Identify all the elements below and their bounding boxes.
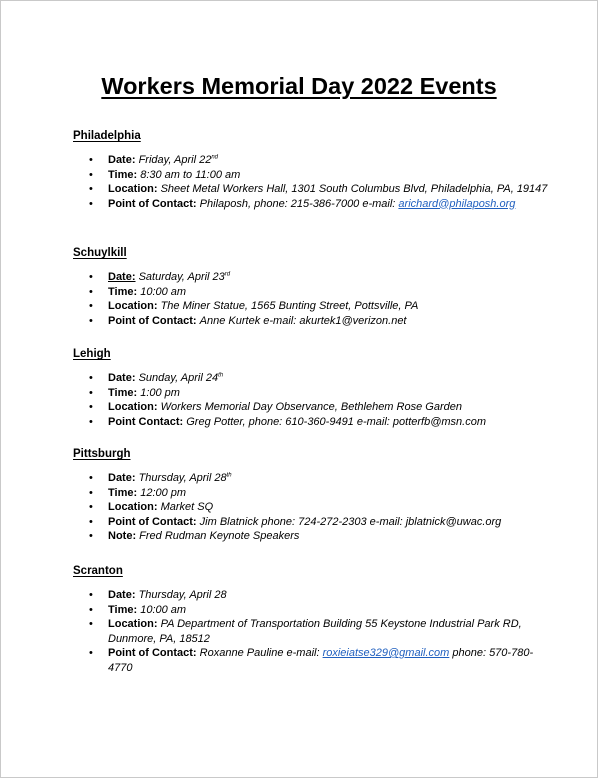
event-details-list [73, 270, 553, 328]
time-value: 12:00 pm [140, 486, 187, 499]
bullet-icon: • [89, 515, 93, 528]
time-label: Time: [108, 168, 138, 181]
event-details-list [73, 153, 553, 211]
date-value: Saturday, April 23 [138, 271, 225, 283]
location-value: Market SQ [160, 501, 214, 513]
bullet-icon: • [89, 603, 93, 616]
contact-value: Jim Blatnick phone: 724-272-2303 e-mail: jblatnick@uwac.org [199, 515, 502, 528]
time-value: 10:00 am [140, 603, 187, 616]
contact-item [73, 515, 553, 530]
date-label: Date: [108, 154, 136, 166]
contact-item [73, 646, 553, 675]
time-value: 1:00 pm [140, 386, 180, 399]
date-item [73, 471, 553, 486]
date-label: Date: [108, 589, 136, 601]
contact-value: Anne Kurtek e-mail: akurtek1@verizon.net [199, 314, 407, 327]
email-link[interactable]: roxieiatse329@gmail.com [322, 647, 450, 659]
contact-item [73, 314, 553, 329]
location-label: Location: [108, 401, 158, 413]
bullet-icon: • [89, 372, 93, 384]
contact-value: Roxanne Pauline e-mail: [199, 647, 323, 659]
location-label: Location: [108, 618, 158, 630]
event-details-list [73, 471, 553, 544]
time-item [73, 486, 553, 501]
section-philadelphia [73, 129, 553, 211]
bullet-icon: • [89, 300, 93, 312]
location-item [73, 617, 553, 646]
contact-phone: phone: 570-780-4770 [108, 647, 534, 674]
note-label: Note: [108, 530, 137, 542]
time-item [73, 603, 553, 618]
date-value: Sunday, April 24 [138, 372, 219, 384]
date-value: Thursday, April 28 [138, 472, 227, 484]
location-value: Sheet Metal Workers Hall, 1301 South Columbus Blvd, Philadelphia, PA, 19147 [160, 183, 548, 195]
section-schuylkill [73, 246, 553, 328]
date-label: Date: [108, 271, 136, 283]
bullet-icon: • [89, 486, 93, 499]
section-heading: Lehigh [73, 348, 111, 360]
contact-label: Point of Contact: [108, 314, 197, 327]
contact-label: Point of Contact: [108, 197, 197, 210]
bullet-icon: • [89, 415, 93, 428]
date-item [73, 588, 553, 603]
location-item [73, 500, 553, 515]
email-link[interactable]: arichard@philaposh.org [398, 197, 516, 210]
event-details-list [73, 371, 553, 429]
location-label: Location: [108, 300, 158, 312]
time-value: 10:00 am [140, 285, 187, 298]
contact-label: Point of Contact: [108, 515, 197, 528]
contact-label: Point Contact: [108, 415, 184, 428]
time-label: Time: [108, 486, 138, 499]
bullet-icon: • [89, 314, 93, 327]
bullet-icon: • [89, 472, 93, 484]
contact-item [73, 415, 553, 430]
location-value: Workers Memorial Day Observance, Bethlehem Rose Garden [160, 401, 462, 413]
page-title: Workers Memorial Day 2022 Events [101, 73, 497, 99]
date-item [73, 153, 553, 168]
section-lehigh [73, 347, 553, 429]
date-value: Thursday, April 28 [138, 589, 227, 601]
bullet-icon: • [89, 271, 93, 283]
bullet-icon: • [89, 501, 93, 513]
location-item [73, 182, 553, 197]
date-item [73, 270, 553, 285]
bullet-icon: • [89, 183, 93, 195]
date-suffix: th [218, 372, 224, 379]
contact-value: Greg Potter, phone: 610-360-9491 e-mail: potterfb@msn.com [186, 415, 487, 428]
date-suffix: th [226, 472, 232, 479]
location-value: The Miner Statue, 1565 Bunting Street, Pottsville, PA [160, 300, 419, 312]
bullet-icon: • [89, 647, 93, 659]
bullet-icon: • [89, 618, 93, 630]
section-heading: Scranton [73, 565, 123, 577]
note-item [73, 529, 553, 544]
note-value: Fred Rudman Keynote Speakers [139, 530, 300, 542]
location-label: Location: [108, 183, 158, 195]
bullet-icon: • [89, 285, 93, 298]
section-scranton [73, 564, 553, 675]
section-heading: Pittsburgh [73, 448, 131, 460]
bullet-icon: • [89, 530, 93, 542]
bullet-icon: • [89, 154, 93, 166]
date-suffix: nd [211, 154, 219, 161]
date-value: Friday, April 22 [138, 154, 212, 166]
contact-item [73, 197, 553, 212]
bullet-icon: • [89, 401, 93, 413]
time-item [73, 386, 553, 401]
location-label: Location: [108, 501, 158, 513]
contact-value: Philaposh, phone: 215-386-7000 e-mail: [199, 197, 399, 210]
event-details-list [73, 588, 553, 675]
contact-label: Point of Contact: [108, 647, 197, 659]
date-suffix: rd [224, 271, 231, 278]
bullet-icon: • [89, 197, 93, 210]
date-label: Date: [108, 472, 136, 484]
section-heading: Schuylkill [73, 247, 127, 259]
time-value: 8:30 am to 11:00 am [140, 168, 241, 181]
time-item [73, 285, 553, 300]
location-item [73, 400, 553, 415]
time-label: Time: [108, 386, 138, 399]
date-item [73, 371, 553, 386]
time-item [73, 168, 553, 183]
time-label: Time: [108, 285, 138, 298]
bullet-icon: • [89, 386, 93, 399]
date-label: Date: [108, 372, 136, 384]
bullet-icon: • [89, 168, 93, 181]
location-item [73, 299, 553, 314]
time-label: Time: [108, 603, 138, 616]
bullet-icon: • [89, 589, 93, 601]
section-pittsburgh [73, 447, 553, 544]
location-value: PA Department of Transportation Building 55 Keystone Industrial Park RD, Dunmore, PA, 18512 [108, 618, 522, 645]
section-heading: Philadelphia [73, 130, 141, 142]
